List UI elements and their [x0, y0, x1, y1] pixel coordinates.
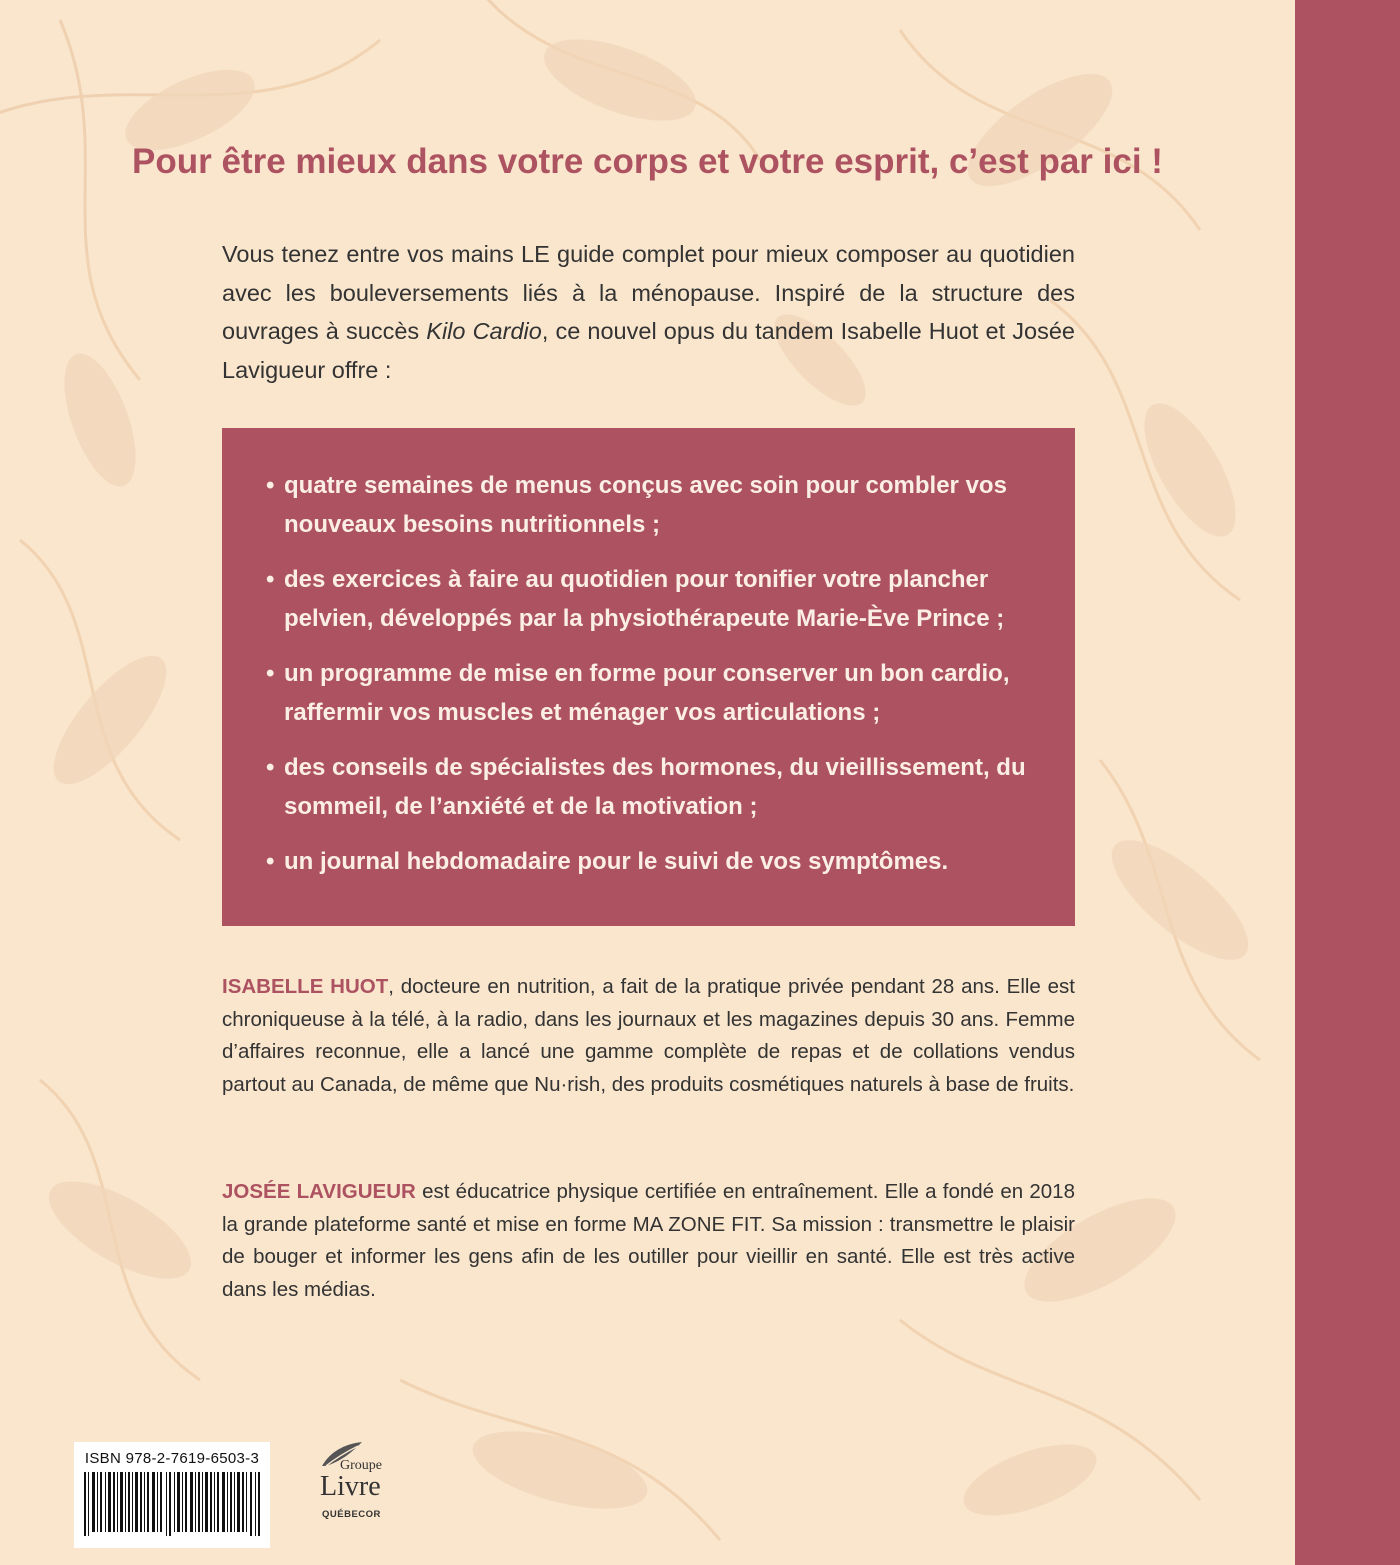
bio-josee-lavigueur [222, 1176, 1075, 1306]
features-box [222, 428, 1075, 926]
feature-menus: • quatre semaines de menus conçus avec soin pour combler vos nouveaux besoins nutritionnels ; [266, 466, 1035, 544]
feature-fitness-program: • un programme de mise en forme pour conserver un bon cardio, raffermir vos muscles et ménager vos articulations ; [266, 654, 1035, 732]
book-title-kilo-cardio: Kilo Cardio [426, 318, 542, 344]
author-name-josee-lavigueur: JOSÉE LAVIGUEUR [222, 1180, 416, 1203]
intro-text-start: Vous tenez entre vos mains LE guide complet pour mieux composer au quotidien avec les bouleversements liés à la ménopause. Inspiré de la structure des ouvrages à succès [222, 241, 1075, 344]
feature-specialist-advice: • des conseils de spécialistes des hormones, du vieillissement, du sommeil, de l’anxiété et de la motivation ; [266, 748, 1035, 826]
feature-pelvic-exercises: • des exercices à faire au quotidien pour tonifier votre plancher pelvien, développés par la physiothérapeute Marie-Ève Prince ; [266, 560, 1035, 638]
bio-text-isabelle-huot: , docteure en nutrition, a fait de la pratique privée pendant 28 ans. Elle est chroniqueuse à la télé, à la radio, dans les journaux et les magazines depuis 30 ans. Femme d’affaires reconnue, elle a lancé une gamme complète de repas et de collations vendus partout au Canada, de même que Nu·rish, des produits cosmétiques naturels à base de fruits. [222, 975, 1075, 1096]
publisher-logo [302, 1438, 412, 1548]
feature-weekly-journal: • un journal hebdomadaire pour le suivi de vos symptômes. [266, 842, 1035, 881]
bio-text-josee-lavigueur: est éducatrice physique certifiée en entraînement. Elle a fondé en 2018 la grande plateforme santé et mise en forme MA ZONE FIT. Sa mission : transmettre le plaisir de bouger et informer les gens afin de les outiller pour vieillir en santé. Elle est très active dans les médias. [222, 1180, 1075, 1301]
intro-paragraph [222, 235, 1075, 389]
isbn-number: ISBN 978-2-7619-6503-3 [84, 1450, 260, 1467]
headline: Pour être mieux dans votre corps et votre esprit, c’est par ici ! [132, 142, 1163, 181]
isbn-barcode [74, 1442, 270, 1548]
publisher-livre: Livre [320, 1471, 381, 1502]
author-name-isabelle-huot: ISABELLE HUOT [222, 975, 389, 998]
publisher-quebecor: QUÉBECOR [322, 1509, 381, 1520]
features-list [266, 466, 1035, 881]
intro-text-end: , ce nouvel opus du tandem Isabelle Huot et Josée Lavigueur offre : [222, 318, 1075, 383]
publisher-groupe: Groupe [340, 1458, 382, 1473]
barcode-icon [82, 1472, 262, 1536]
bio-isabelle-huot [222, 971, 1075, 1101]
spine-band [1295, 0, 1400, 1565]
